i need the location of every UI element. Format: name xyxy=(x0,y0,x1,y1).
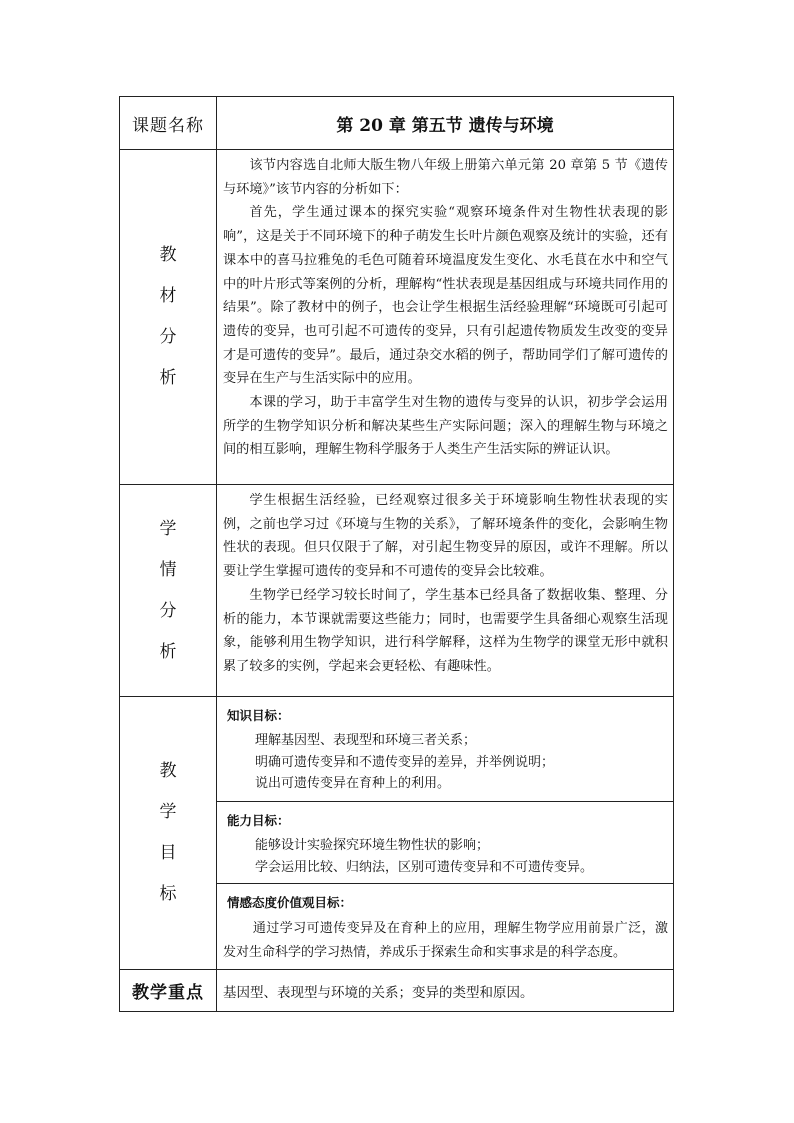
material-analysis-row xyxy=(120,150,674,485)
list-item: 能够设计实验探究环境生物性状的影响； xyxy=(255,838,490,853)
teaching-focus-row xyxy=(120,970,674,1012)
paragraph: 学生根据生活经验，已经观察过很多关于环境影响生物性状表现的实例，之前也学习过《环境与生物的关系》，了解环境条件的变化，会影响生物性状的表现。但只仅限于了解，对引起生物变异的原因，或许不理解。所以要让学生掌握可遗传的变异和不可遗传的变异会比较难。 xyxy=(223,493,668,580)
knowledge-goals xyxy=(217,697,674,802)
ability-goals xyxy=(217,802,674,884)
lesson-plan-table xyxy=(119,96,674,1012)
topic-label: 课题名称 xyxy=(120,97,217,150)
student-analysis-label: 学 情 分 析 xyxy=(120,485,217,697)
paragraph: 该节内容选自北师大版生物八年级上册第六单元第 20 章第 5 节《遗传与环境》”该节内容的分析如下： xyxy=(223,158,668,197)
material-analysis-label: 教 材 分 析 xyxy=(120,150,217,485)
paragraph: 本课的学习，助于丰富学生对生物的遗传与变异的认识，初步学会运用所学的生物学知识分析和解决某些生产实际问题；深入的理解生物与环境之间的相互影响，理解生物科学服务于人类生产生活实际的辨证认识。 xyxy=(223,395,668,458)
lesson-title: 第 20 章 第五节 遗传与环境 xyxy=(217,97,674,150)
emotion-goals-title: 情感态度价值观目标： xyxy=(227,895,353,910)
knowledge-goals-title: 知识目标： xyxy=(227,708,290,723)
teaching-focus-label: 教学重点 xyxy=(120,970,217,1012)
paragraph: 首先，学生通过课本的探究实验“观察环境条件对生物性状表现的影响”，这是关于不同环境下的种子萌发生长叶片颜色观察及统计的实验，还有课本中的喜马拉雅兔的毛色可随着环境温度发生变化、水毛茛在水中和空气中的叶片形式等案例的分析，理解构“性状表现是基因组成与环境共同作用的结果”。除了教材中的例子，也会让学生根据生活经验理解“环境既可引起可遗传的变异，也可引起不可遗传的变异，只有引起遗传物质发生改变的变异才是可遗传的变异”。最后，通过杂交水稻的例子，帮助同学们了解可遗传的变异在生产与生活实际中的应用。 xyxy=(223,205,668,387)
student-analysis-content xyxy=(217,485,674,697)
student-analysis-row xyxy=(120,485,674,697)
list-item: 明确可遗传变异和不遗传变异的差异，并举例说明； xyxy=(255,754,555,770)
teaching-goals-label: 教 学 目 标 xyxy=(120,697,217,970)
knowledge-goal-row xyxy=(120,697,674,802)
paragraph: 生物学已经学习较长时间了，学生基本已经具备了数据收集、整理、分析的能力，本节课就需要这些能力；同时，也需要学生具备细心观察生活现象，能够利用生物学知识，进行科学解释，这样为生物学的课堂无形中就积累了较多的实例，学起来会更轻松、有趣味性。 xyxy=(223,587,668,674)
list-item: 理解基因型、表现型和环境三者关系； xyxy=(255,733,477,748)
material-analysis-content xyxy=(217,150,674,485)
emotion-goals-text: 通过学习可遗传变异及在育种上的应用，理解生物学应用前景广泛，激发对生命科学的学习热情，养成乐于探索生命和实事求是的科学态度。 xyxy=(223,921,668,960)
list-item: 说出可遗传变异在育种上的利用。 xyxy=(255,776,451,791)
topic-row xyxy=(120,97,674,150)
teaching-focus-text: 基因型、表现型与环境的关系；变异的类型和原因。 xyxy=(217,970,674,1012)
ability-goals-title: 能力目标： xyxy=(227,813,290,828)
list-item: 学会运用比较、归纳法，区别可遗传变异和不可遗传变异。 xyxy=(255,859,594,875)
emotion-goals xyxy=(217,884,674,970)
